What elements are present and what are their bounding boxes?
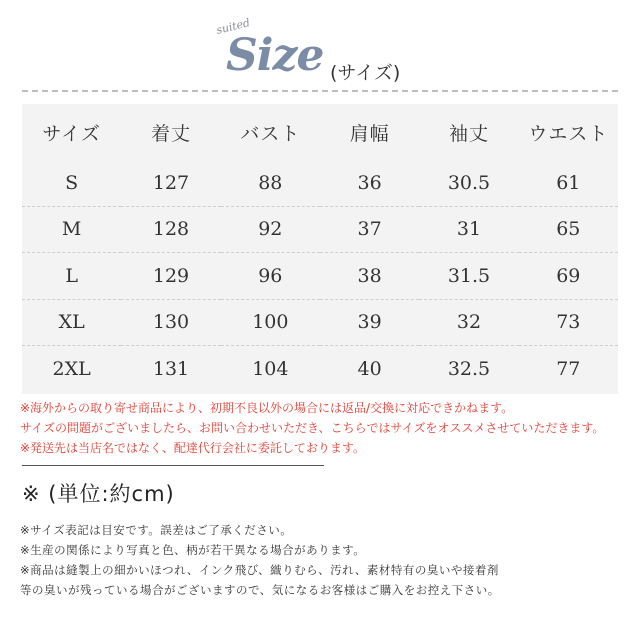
table-cell: M (22, 206, 121, 253)
table-cell: 104 (252, 357, 289, 380)
table-row (22, 346, 618, 392)
table-cell: 38 (320, 253, 419, 300)
table-row (22, 253, 618, 300)
table-cell: 36 (320, 160, 419, 206)
size-chart-table (22, 104, 618, 392)
table-header-row (22, 104, 618, 160)
table-cell: 61 (519, 160, 618, 206)
table-cell: 69 (519, 253, 618, 300)
table-cell: 40 (357, 357, 382, 380)
table-cell: 130 (121, 299, 220, 346)
note-line: ※サイズ表記は目安です。誤差はご了承ください。 (20, 523, 293, 537)
size-header (0, 14, 640, 84)
red-notice-line: ※発送先は当店名ではなく、配達代行会社に委託しております。 (20, 441, 365, 455)
top-dashed-divider (22, 90, 618, 92)
red-notice-block (20, 398, 630, 458)
table-cell: 88 (221, 160, 320, 206)
table-cell: L (22, 253, 121, 300)
table-cell: 128 (121, 206, 220, 253)
table-cell: 32 (419, 299, 518, 346)
table-row (22, 160, 618, 206)
column-header-sleeve: 袖丈 (448, 122, 489, 145)
table-cell: 65 (519, 206, 618, 253)
suited-script-label: suited (214, 16, 252, 37)
column-header-bust: バスト (240, 122, 301, 145)
table-cell: 73 (519, 299, 618, 346)
table-cell: 30.5 (419, 160, 518, 206)
table-cell: 77 (556, 357, 581, 380)
size-title: Size (226, 30, 324, 81)
table-row (22, 299, 618, 346)
column-header-size: サイズ (42, 122, 101, 145)
table-cell: 131 (152, 357, 190, 380)
table-row (22, 206, 618, 253)
table-cell: XL (22, 299, 121, 346)
note-line: 等の臭いが残っている場合がございますので、気になるお客様はご購入をお控え下さい。 (20, 583, 500, 597)
column-header-waist: ウエスト (528, 122, 609, 145)
note-line: ※生産の関係により写真と色、柄が若干異なる場合があります。 (20, 543, 366, 557)
table-cell: 37 (320, 206, 419, 253)
table-cell: 127 (121, 160, 220, 206)
section-divider (22, 465, 324, 466)
table-cell: 32.5 (447, 357, 491, 380)
note-line: ※商品は縫製上の細かいほつれ、インク飛び、織りむら、汚れ、素材特有の臭いや接着剤 (20, 563, 499, 577)
column-header-shoulder: 肩幅 (349, 122, 390, 145)
table-cell: 2XL (52, 357, 91, 380)
table-cell: S (22, 160, 121, 206)
table-cell: 92 (221, 206, 320, 253)
table-cell: 31 (419, 206, 518, 253)
column-header-length: 着丈 (150, 122, 191, 145)
table-cell: 39 (320, 299, 419, 346)
red-notice-line: ※海外からの取り寄せ商品により、初期不良以外の場合には返品/交換に対応できかねます。 (20, 401, 514, 415)
table-cell: 31.5 (419, 253, 518, 300)
notes-block (20, 520, 630, 600)
red-notice-line: サイズの問題がございましたら、お問い合わせいただき、こちらではサイズをオススメさせていただきます。 (20, 421, 605, 435)
table-cell: 129 (121, 253, 220, 300)
table-cell: 100 (221, 299, 320, 346)
size-title-kana: (サイズ) (330, 62, 401, 84)
unit-label: ※ (単位:約cm) (22, 482, 175, 506)
table-cell: 96 (221, 253, 320, 300)
